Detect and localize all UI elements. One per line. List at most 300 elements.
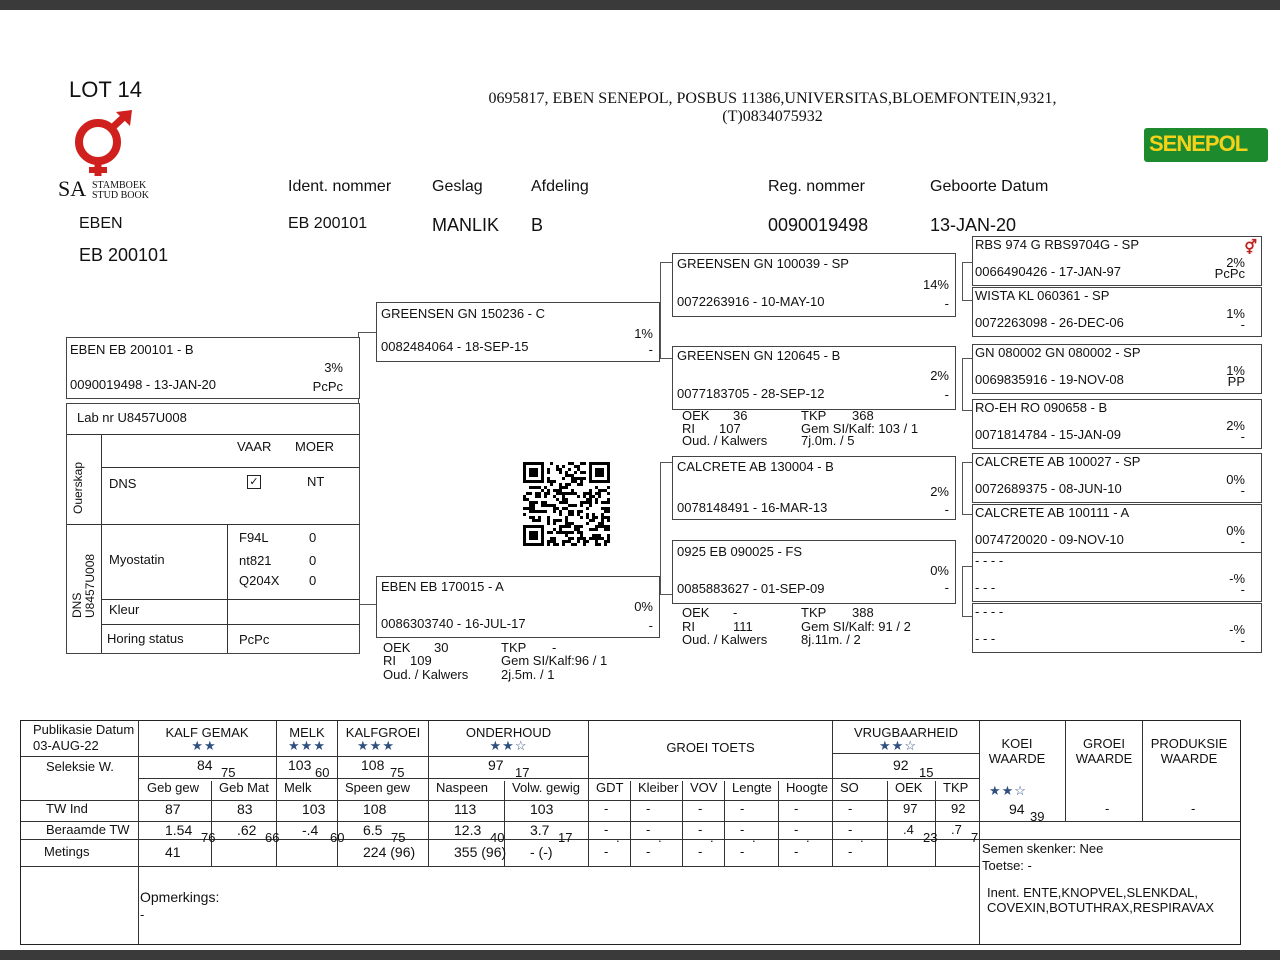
qr-module bbox=[571, 543, 574, 546]
qr-module bbox=[598, 492, 601, 495]
ouerskap-label: Ouerskap bbox=[71, 461, 85, 514]
qr-module bbox=[595, 540, 598, 543]
divider bbox=[21, 756, 138, 757]
qr-module bbox=[577, 531, 580, 534]
dam-code: - bbox=[648, 618, 653, 633]
gg-pct: 0% bbox=[1226, 523, 1245, 538]
divider bbox=[887, 781, 888, 866]
qr-module bbox=[547, 480, 550, 483]
gg-name: GN 080002 GN 080002 - SP bbox=[975, 345, 1141, 360]
column-header: SO bbox=[840, 780, 859, 795]
qr-module bbox=[589, 495, 592, 498]
qr-module bbox=[532, 519, 535, 522]
table-cell: 3.7 bbox=[530, 822, 550, 838]
subject-name: EBEN EB 200101 - B bbox=[70, 342, 194, 357]
qr-module bbox=[601, 522, 604, 525]
qr-module bbox=[568, 474, 571, 477]
qr-module bbox=[529, 504, 532, 507]
table-cell-sub: 23 bbox=[923, 830, 938, 845]
gg-code: PcPc bbox=[1214, 266, 1245, 281]
inent-line-1: Inent. ENTE,KNOPVEL,SLENKDAL, bbox=[987, 885, 1198, 900]
qr-module bbox=[571, 480, 574, 483]
qr-module bbox=[598, 489, 601, 492]
qr-module bbox=[577, 495, 580, 498]
connector bbox=[962, 262, 972, 263]
sd-tkp-label: TKP bbox=[801, 408, 827, 423]
divider bbox=[682, 781, 683, 866]
divider bbox=[101, 624, 359, 625]
qr-module bbox=[538, 492, 541, 495]
vrugbaarheid-stars: ★★☆ bbox=[879, 738, 917, 753]
divider bbox=[101, 467, 359, 468]
qr-module bbox=[523, 507, 526, 510]
reg-value: 0090019498 bbox=[768, 215, 869, 235]
qr-module bbox=[556, 498, 559, 501]
lab-results-box bbox=[66, 403, 360, 654]
column-header: Kleiber bbox=[638, 780, 679, 795]
qr-module bbox=[547, 543, 550, 546]
connector bbox=[358, 604, 376, 605]
gg-name: RBS 974 G RBS9704G - SP bbox=[975, 237, 1140, 252]
sd-oek-value: 36 bbox=[733, 408, 748, 423]
qr-module bbox=[562, 501, 565, 504]
qr-module bbox=[571, 489, 574, 492]
connector bbox=[660, 262, 672, 263]
qr-module bbox=[580, 525, 583, 528]
qr-module bbox=[565, 519, 568, 522]
row-label: Beraamde TW bbox=[46, 822, 130, 837]
table-cell-sub: 60 bbox=[330, 830, 345, 845]
qr-module bbox=[553, 489, 556, 492]
great-grandparent-box bbox=[972, 344, 1262, 394]
qr-module bbox=[562, 543, 565, 546]
myostatin-label: Myostatin bbox=[109, 552, 165, 567]
table-cell: - bbox=[604, 822, 609, 837]
qr-module bbox=[565, 525, 568, 528]
table-cell-sub: 66 bbox=[265, 830, 280, 845]
qr-module bbox=[580, 462, 583, 465]
qr-module bbox=[556, 543, 559, 546]
table-cell-sub: 75 bbox=[391, 830, 406, 845]
qr-module bbox=[568, 468, 571, 471]
qr-module bbox=[565, 531, 568, 534]
qr-module bbox=[565, 498, 568, 501]
qr-module bbox=[586, 501, 589, 504]
qr-module bbox=[556, 519, 559, 522]
owner-line-1: 0695817, EBEN SENEPOL, POSBUS 11386,UNIVERSITAS,BLOEMFONTEIN,9321, bbox=[488, 90, 1057, 107]
kleur-label: Kleur bbox=[109, 602, 140, 617]
qr-module bbox=[523, 498, 526, 501]
qr-module bbox=[538, 510, 541, 513]
qr-module bbox=[568, 510, 571, 513]
qr-module bbox=[556, 489, 559, 492]
qr-module bbox=[589, 492, 592, 495]
table-cell: - bbox=[848, 844, 853, 859]
section-value: B bbox=[531, 215, 544, 235]
table-cell: - bbox=[848, 801, 853, 816]
qr-module bbox=[526, 507, 529, 510]
qr-module bbox=[559, 483, 562, 486]
table-cell: .62 bbox=[237, 822, 257, 838]
sd-reg: 0077183705 - 28-SEP-12 bbox=[677, 386, 825, 401]
dd-name: 0925 EB 090025 - FS bbox=[677, 544, 803, 559]
qr-module bbox=[553, 537, 556, 540]
sd-pct: 2% bbox=[930, 368, 949, 383]
gg-reg: - - - bbox=[975, 580, 996, 595]
sd-oek-label: OEK bbox=[682, 408, 710, 423]
dam-oek-label: OEK bbox=[383, 640, 411, 655]
qr-module bbox=[574, 477, 577, 480]
qr-module bbox=[562, 525, 565, 528]
great-grandparent-box bbox=[972, 603, 1262, 653]
dd-gem-si: Gem SI/Kalf: 91 / 2 bbox=[801, 619, 911, 634]
qr-module bbox=[535, 510, 538, 513]
qr-module bbox=[565, 486, 568, 489]
table-cell: .4 bbox=[903, 822, 914, 837]
qr-module bbox=[529, 486, 532, 489]
column-header: OEK bbox=[895, 780, 923, 795]
qr-module bbox=[583, 537, 586, 540]
moer-dns-value: NT bbox=[307, 474, 325, 489]
qr-module bbox=[580, 504, 583, 507]
sd-ri-label: RI bbox=[682, 421, 695, 436]
qr-module bbox=[595, 498, 598, 501]
qr-module bbox=[529, 507, 532, 510]
qr-module bbox=[559, 528, 562, 531]
qr-module bbox=[601, 525, 604, 528]
table-cell: - bbox=[848, 822, 853, 837]
qr-module bbox=[571, 510, 574, 513]
qr-module bbox=[541, 510, 544, 513]
melk-header: MELK bbox=[289, 725, 325, 740]
dns-label: DNS bbox=[109, 476, 137, 491]
qr-module bbox=[547, 519, 550, 522]
gg-code: - bbox=[1240, 534, 1245, 549]
connector bbox=[660, 462, 661, 594]
qr-module bbox=[568, 513, 571, 516]
qr-module bbox=[571, 492, 574, 495]
table-cell: 87 bbox=[165, 801, 181, 817]
qr-module bbox=[550, 483, 553, 486]
sire-box bbox=[376, 302, 660, 362]
gg-pct: 2% bbox=[1226, 255, 1245, 270]
qr-module bbox=[562, 531, 565, 534]
qr-code-icon bbox=[523, 462, 610, 546]
gg-code: - bbox=[1240, 317, 1245, 332]
qr-module bbox=[601, 516, 604, 519]
qr-module bbox=[553, 510, 556, 513]
qr-module bbox=[583, 540, 586, 543]
qr-module bbox=[529, 531, 538, 540]
column-header: Geb Mat bbox=[219, 780, 269, 795]
connector bbox=[962, 566, 963, 616]
gg-pct: -% bbox=[1229, 571, 1245, 586]
qr-module bbox=[583, 495, 586, 498]
gg-name: - - - - bbox=[975, 604, 1004, 619]
qr-module bbox=[592, 519, 595, 522]
senepol-logo bbox=[1144, 128, 1268, 162]
animal-id: EB 200101 bbox=[79, 245, 169, 265]
qr-module bbox=[607, 507, 610, 510]
qr-module bbox=[607, 537, 610, 540]
qr-module bbox=[541, 489, 544, 492]
lab-number: Lab nr U8457U008 bbox=[77, 410, 187, 425]
qr-module bbox=[577, 513, 580, 516]
qr-module bbox=[571, 537, 574, 540]
great-grandparent-box bbox=[972, 399, 1262, 449]
qr-module bbox=[583, 477, 586, 480]
table-cell-sub: 7 bbox=[971, 830, 979, 845]
koei-waarde-value: 94 bbox=[1009, 801, 1025, 817]
qr-module bbox=[565, 483, 568, 486]
qr-module bbox=[544, 495, 547, 498]
qr-module bbox=[553, 504, 556, 507]
qr-module bbox=[568, 525, 571, 528]
qr-module bbox=[547, 471, 550, 474]
bottom-bar bbox=[0, 950, 1280, 960]
qr-module bbox=[568, 483, 571, 486]
gg-name: WISTA KL 060361 - SP bbox=[975, 288, 1110, 303]
kalfgroei-stars: ★★★ bbox=[357, 738, 395, 753]
great-grandparent-box bbox=[972, 504, 1262, 554]
table-cell: 103 bbox=[530, 801, 554, 817]
qr-module bbox=[559, 531, 562, 534]
qr-module bbox=[586, 498, 589, 501]
qr-module bbox=[574, 465, 577, 468]
dam-dam-box bbox=[672, 540, 956, 604]
gg-code: - bbox=[1240, 429, 1245, 444]
table-cell: .7 bbox=[951, 822, 962, 837]
dam-name: EBEN EB 170015 - A bbox=[381, 579, 504, 594]
qr-module bbox=[604, 510, 607, 513]
qr-module bbox=[529, 516, 532, 519]
dd-oud-value: 8j.11m. / 2 bbox=[801, 632, 861, 647]
qr-module bbox=[580, 483, 583, 486]
vrugbaarheid-header: VRUGBAARHEID bbox=[853, 725, 959, 740]
qr-module bbox=[598, 525, 601, 528]
qr-module bbox=[580, 537, 583, 540]
qr-module bbox=[601, 507, 604, 510]
qr-module bbox=[550, 537, 553, 540]
qr-module bbox=[604, 501, 607, 504]
qr-module bbox=[526, 492, 529, 495]
dam-tkp-label: TKP bbox=[501, 640, 527, 655]
qr-module bbox=[571, 477, 574, 480]
gg-code: - bbox=[1240, 483, 1245, 498]
dam-ri-label: RI bbox=[383, 653, 396, 668]
horing-value: PcPc bbox=[239, 632, 270, 647]
sd-oud-label: Oud. / Kalwers bbox=[682, 433, 768, 448]
table-cell: 92 bbox=[951, 801, 966, 816]
qr-module bbox=[595, 501, 598, 504]
table-cell: 12.3 bbox=[454, 822, 482, 838]
qr-module bbox=[547, 468, 550, 471]
qr-module bbox=[601, 501, 604, 504]
qr-module bbox=[607, 528, 610, 531]
table-cell: - bbox=[698, 844, 703, 859]
table-cell: 41 bbox=[165, 844, 181, 860]
onderhoud-sel-sub: 17 bbox=[515, 765, 530, 780]
table-cell-sub: . bbox=[710, 830, 714, 845]
koei-waarde-header-1: KOEI bbox=[1001, 736, 1033, 751]
table-cell: 108 bbox=[363, 801, 387, 817]
qr-module bbox=[574, 504, 577, 507]
ss-reg: 0072263916 - 10-MAY-10 bbox=[677, 294, 825, 309]
divider bbox=[724, 781, 725, 866]
dam-ri-value: 109 bbox=[410, 653, 432, 668]
table-cell: - bbox=[698, 822, 703, 837]
dd-oek-label: OEK bbox=[682, 605, 710, 620]
dns-side-label: DNS U8457U008 bbox=[70, 553, 97, 618]
qr-module bbox=[604, 540, 607, 543]
qr-module bbox=[586, 507, 589, 510]
qr-module bbox=[559, 468, 562, 471]
table-cell: - (-) bbox=[530, 844, 553, 860]
qr-module bbox=[547, 504, 550, 507]
qr-module bbox=[574, 525, 577, 528]
connector bbox=[660, 594, 672, 595]
qr-module bbox=[598, 543, 601, 546]
gg-name: - - - - bbox=[975, 553, 1004, 568]
qr-module bbox=[604, 516, 607, 519]
sd-oud-value: 7j.0m. / 5 bbox=[801, 433, 855, 448]
kalf-gemak-header: KALF GEMAK bbox=[165, 725, 249, 740]
qr-module bbox=[535, 486, 538, 489]
pub-date-label: Publikasie Datum bbox=[33, 722, 135, 737]
owner-line-2: (T)0834075932 bbox=[722, 108, 823, 125]
qr-module bbox=[553, 519, 556, 522]
table-cell: - bbox=[646, 822, 651, 837]
myostatin-value: 0 bbox=[309, 553, 317, 568]
qr-module bbox=[589, 528, 592, 531]
qr-module bbox=[562, 465, 565, 468]
qr-module bbox=[595, 486, 598, 489]
performance-table bbox=[20, 720, 1241, 945]
qr-module bbox=[574, 480, 577, 483]
sire-pct: 1% bbox=[634, 326, 653, 341]
table-cell: - bbox=[794, 822, 799, 837]
qr-module bbox=[604, 543, 607, 546]
reg-header: Reg. nommer bbox=[768, 178, 865, 195]
qr-module bbox=[586, 522, 589, 525]
qr-module bbox=[565, 501, 568, 504]
qr-module bbox=[532, 486, 535, 489]
qr-module bbox=[577, 537, 580, 540]
groei-waarde-header-2: WAARDE bbox=[1075, 751, 1133, 766]
dob-value: 13-JAN-20 bbox=[930, 215, 1017, 235]
qr-module bbox=[574, 528, 577, 531]
sex-value: MANLIK bbox=[432, 215, 500, 235]
divider bbox=[138, 778, 979, 779]
subject-animal-box bbox=[66, 337, 360, 399]
qr-module bbox=[553, 495, 556, 498]
vrugbaarheid-sel-sub: 15 bbox=[919, 765, 934, 780]
connector bbox=[962, 616, 972, 617]
myostatin-key: F94L bbox=[239, 530, 269, 545]
qr-module bbox=[556, 492, 559, 495]
table-cell: - bbox=[604, 801, 609, 816]
connector bbox=[962, 462, 963, 514]
produksie-waarde-header-2: WAARDE bbox=[1160, 751, 1218, 766]
qr-module bbox=[607, 501, 610, 504]
sa-logo-text: SA bbox=[58, 176, 87, 201]
qr-module bbox=[562, 492, 565, 495]
qr-module bbox=[547, 477, 550, 480]
qr-module bbox=[595, 492, 598, 495]
qr-module bbox=[595, 528, 598, 531]
horing-label: Horing status bbox=[107, 631, 184, 646]
qr-module bbox=[583, 471, 586, 474]
kalfgroei-header: KALFGROEI bbox=[345, 725, 421, 740]
qr-module bbox=[595, 543, 598, 546]
qr-module bbox=[535, 492, 538, 495]
qr-module bbox=[568, 537, 571, 540]
senepol-logo-text: SENEPOL bbox=[1149, 131, 1248, 156]
qr-module bbox=[550, 504, 553, 507]
qr-module bbox=[607, 519, 610, 522]
gg-pct: 1% bbox=[1226, 306, 1245, 321]
row-label: Metings bbox=[44, 844, 90, 859]
gg-code: - bbox=[1240, 633, 1245, 648]
gg-reg: 0066490426 - 17-JAN-97 bbox=[975, 264, 1121, 279]
qr-module bbox=[538, 516, 541, 519]
qr-module bbox=[529, 468, 538, 477]
column-header: Naspeen bbox=[436, 780, 489, 795]
table-cell: 103 bbox=[302, 801, 326, 817]
qr-module bbox=[544, 486, 547, 489]
divider bbox=[101, 599, 359, 600]
lot-number: LOT 14 bbox=[69, 77, 142, 102]
subject-pct: 3% bbox=[324, 360, 343, 375]
gg-code: - bbox=[1240, 582, 1245, 597]
qr-module bbox=[568, 531, 571, 534]
qr-module bbox=[565, 522, 568, 525]
qr-module bbox=[538, 519, 541, 522]
ds-pct: 2% bbox=[930, 484, 949, 499]
qr-module bbox=[592, 516, 595, 519]
qr-module bbox=[598, 534, 601, 537]
column-header: GDT bbox=[596, 780, 624, 795]
divider bbox=[21, 821, 1240, 822]
myostatin-value: 0 bbox=[309, 573, 317, 588]
qr-module bbox=[562, 498, 565, 501]
dd-ri-value: 111 bbox=[733, 619, 753, 634]
qr-module bbox=[574, 543, 577, 546]
opmerkings-value: - bbox=[140, 907, 145, 922]
qr-module bbox=[529, 501, 532, 504]
animal-name: EBEN bbox=[79, 215, 123, 232]
koei-waarde-sub: 39 bbox=[1030, 809, 1045, 824]
subject-reg: 0090019498 - 13-JAN-20 bbox=[70, 377, 216, 392]
qr-module bbox=[547, 516, 550, 519]
column-header: Lengte bbox=[732, 780, 772, 795]
great-grandparent-box bbox=[972, 552, 1262, 602]
connector bbox=[962, 300, 972, 301]
top-bar bbox=[0, 0, 1280, 10]
qr-module bbox=[571, 462, 574, 465]
qr-module bbox=[592, 534, 595, 537]
qr-module bbox=[553, 522, 556, 525]
gg-name: CALCRETE AB 100027 - SP bbox=[975, 454, 1141, 469]
qr-module bbox=[541, 504, 544, 507]
connector bbox=[962, 358, 963, 410]
dam-sire-box bbox=[672, 456, 956, 520]
dd-pct: 0% bbox=[930, 563, 949, 578]
kalf-gemak-sel: 84 bbox=[197, 757, 213, 773]
qr-module bbox=[538, 495, 541, 498]
sire-code: - bbox=[648, 342, 653, 357]
qr-module bbox=[589, 501, 592, 504]
